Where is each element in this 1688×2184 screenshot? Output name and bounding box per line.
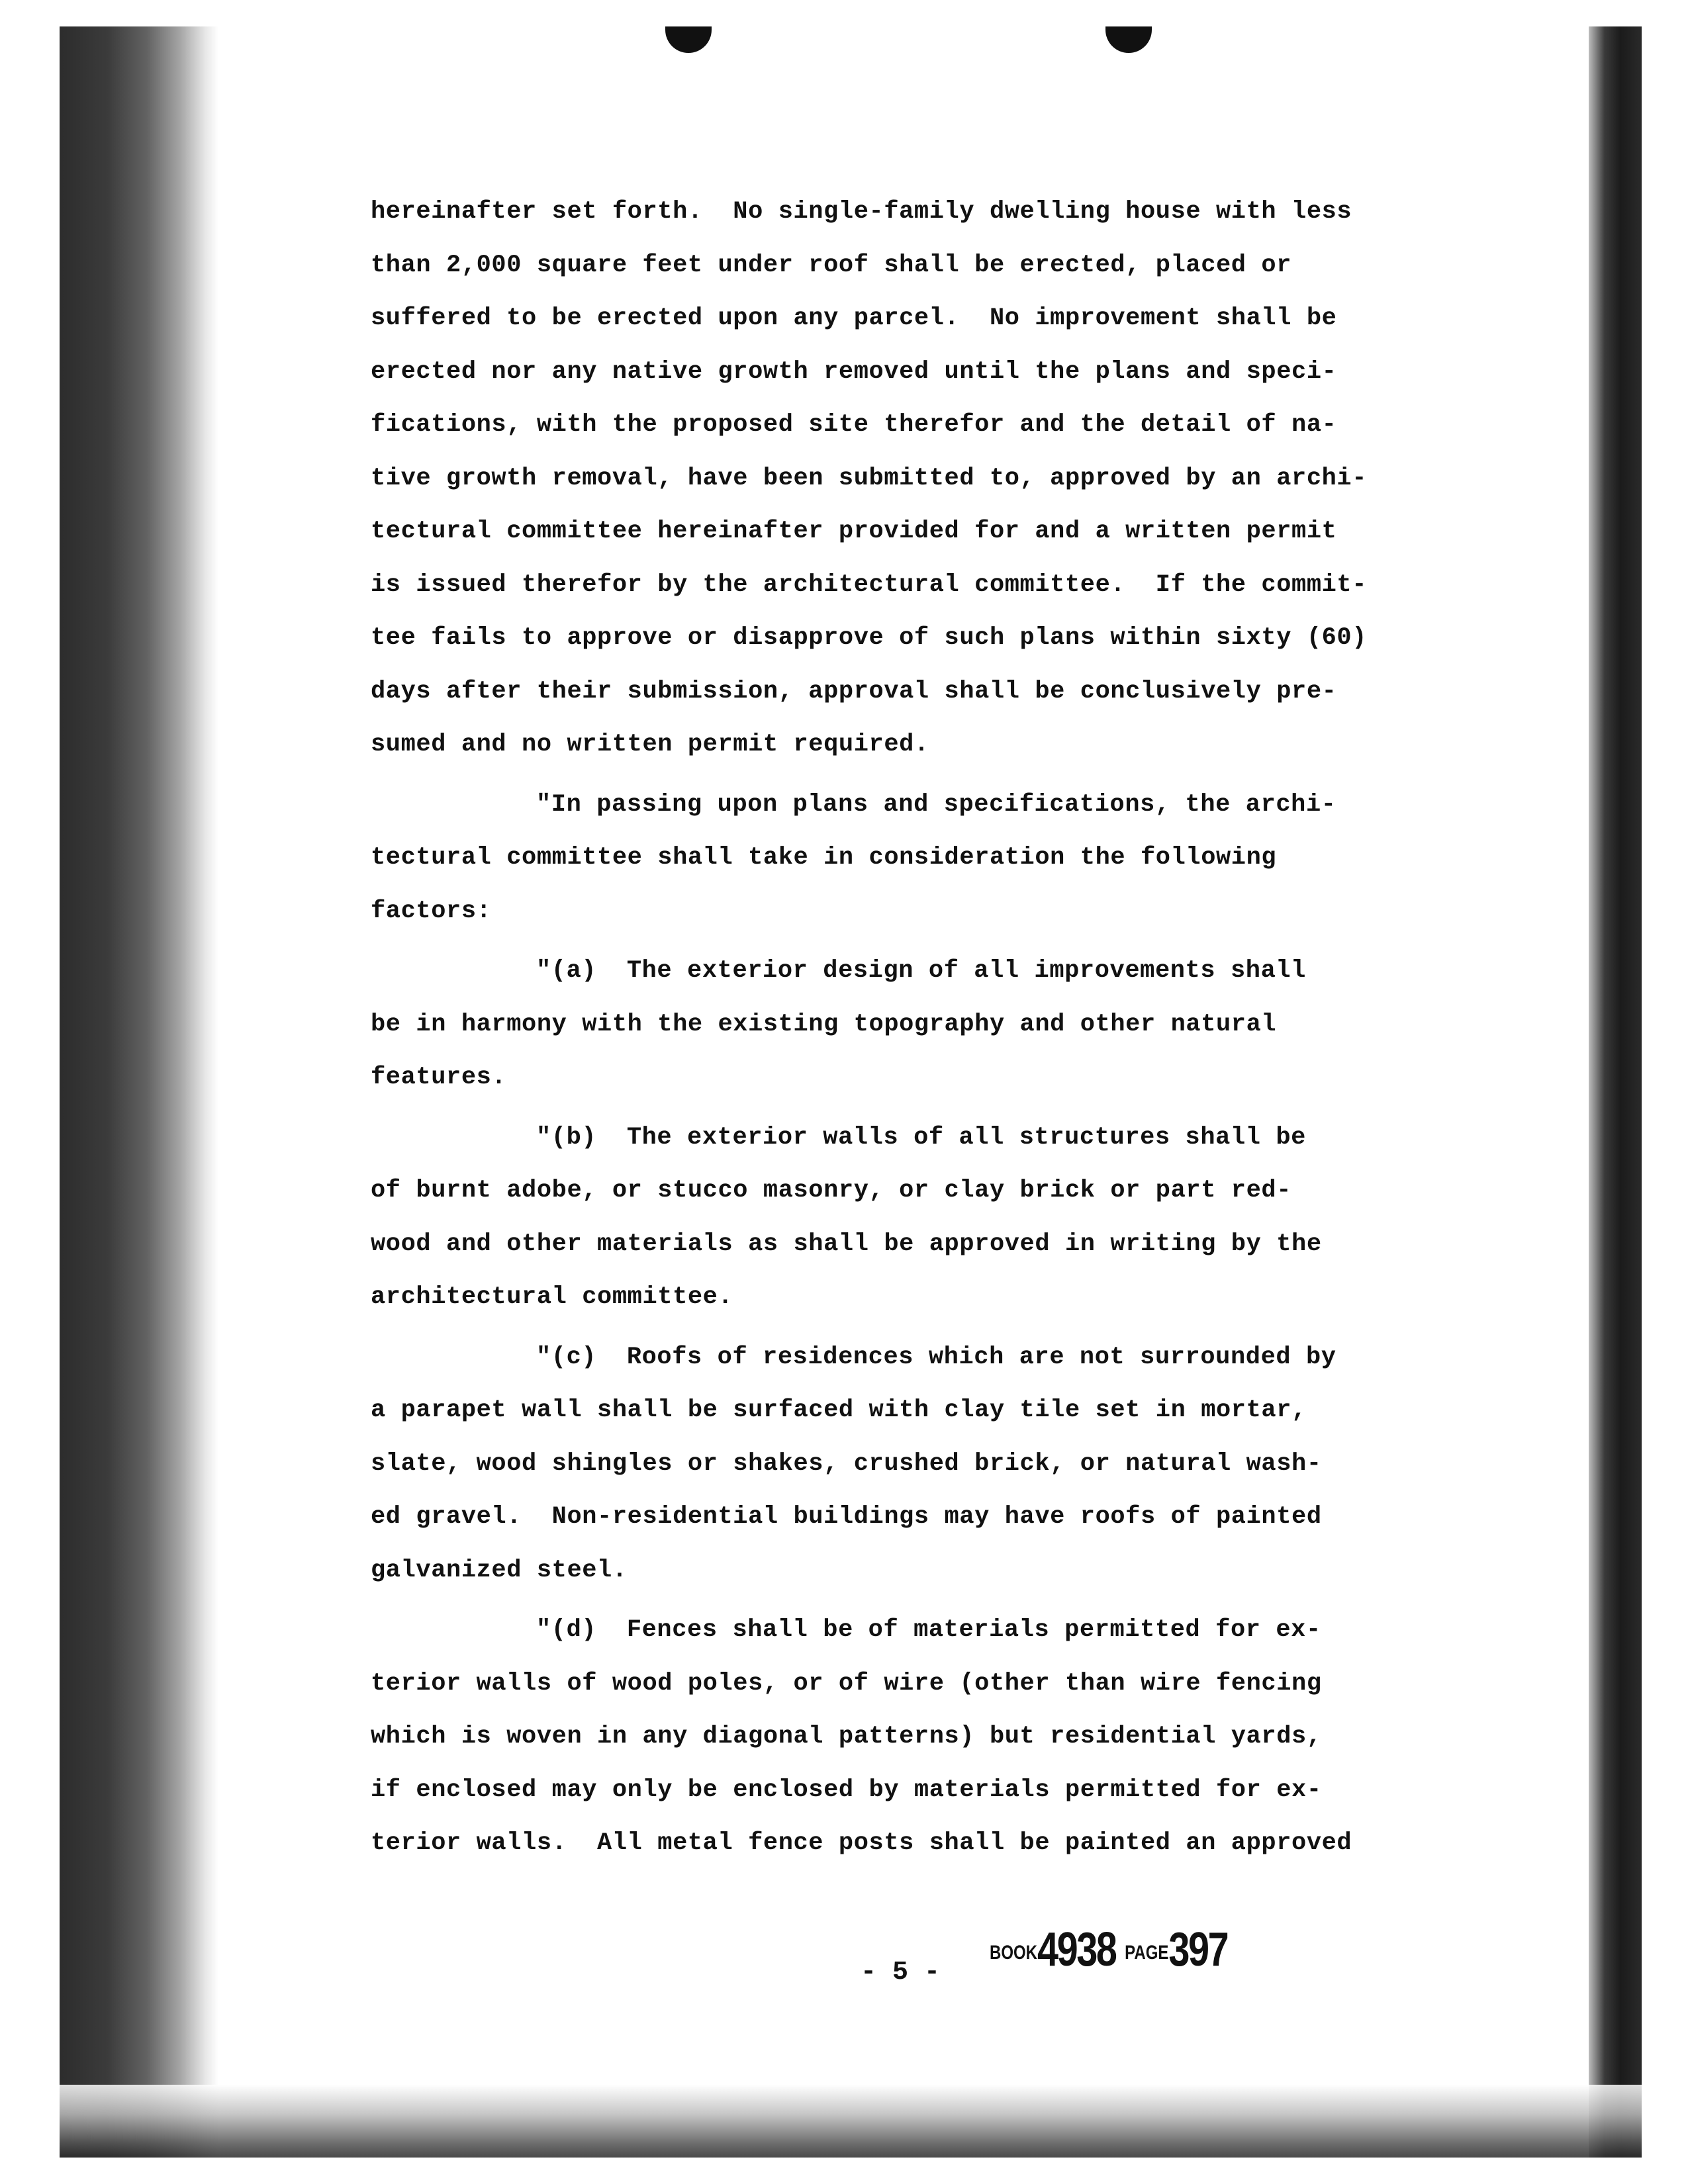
paragraph-1 [371, 185, 1476, 772]
text-line: "(a) The exterior design of all improvements shall [536, 957, 1306, 985]
book-page-stamp [990, 1923, 1227, 1977]
text-line: tee fails to approve or disapprove of such plans within sixty (60) [371, 624, 1368, 652]
text-line: suffered to be erected upon any parcel. No improvement shall be [371, 304, 1337, 332]
text-line: "In passing upon plans and specifications, the archi- [536, 790, 1336, 819]
paragraph-c [371, 1331, 1476, 1598]
text-line: of burnt adobe, or stucco masonry, or clay brick or part red- [371, 1177, 1292, 1205]
text-line: galvanized steel. [371, 1556, 628, 1584]
book-label: BOOK [990, 1941, 1037, 1964]
scan-bottom-margin [60, 2085, 1642, 2158]
scan-left-margin [60, 26, 218, 2158]
text-line: terior walls. All metal fence posts shall be painted an approved [371, 1829, 1352, 1857]
text-line: which is woven in any diagonal patterns) but residential yards, [371, 1723, 1322, 1751]
page-number: - 5 - [861, 1958, 941, 1987]
scan-right-margin [1589, 26, 1642, 2158]
document-body [371, 185, 1476, 1870]
text-line: erected nor any native growth removed until the plans and speci- [371, 357, 1337, 386]
text-line: "(b) The exterior walls of all structures shall be [536, 1123, 1306, 1152]
text-line: "(c) Roofs of residences which are not surrounded by [536, 1343, 1336, 1371]
text-line: terior walls of wood poles, or of wire (other than wire fencing [371, 1669, 1322, 1698]
text-line: a parapet wall shall be surfaced with clay tile set in mortar, [371, 1396, 1307, 1424]
text-line: wood and other materials as shall be approved in writing by the [371, 1230, 1322, 1258]
text-line: tectural committee hereinafter provided for and a written permit [371, 518, 1337, 545]
text-line: hereinafter set forth. No single-family dwelling house with less [371, 198, 1352, 226]
text-line: sumed and no written permit required. [371, 731, 929, 758]
text-line: fications, with the proposed site therefor and the detail of na- [371, 411, 1337, 439]
paragraph-b [371, 1111, 1476, 1324]
text-line: factors: [371, 897, 492, 925]
text-line: is issued therefor by the architectural committee. If the commit- [371, 570, 1368, 599]
text-line: ed gravel. Non-residential buildings may have roofs of painted [371, 1503, 1322, 1531]
paragraph-2 [371, 778, 1476, 938]
text-line: tive growth removal, have been submitted to, approved by an archi- [371, 464, 1368, 492]
page-label: PAGE [1125, 1941, 1169, 1964]
punch-hole [665, 26, 712, 53]
paragraph-a [371, 944, 1476, 1105]
paragraph-d [371, 1604, 1476, 1870]
text-line: if enclosed may only be enclosed by materials permitted for ex- [371, 1776, 1322, 1804]
text-line: features. [371, 1064, 507, 1091]
text-line: slate, wood shingles or shakes, crushed brick, or natural wash- [371, 1449, 1322, 1478]
text-line: than 2,000 square feet under roof shall be erected, placed or [371, 251, 1292, 279]
text-line: tectural committee shall take in consideration the following [371, 844, 1277, 872]
punch-hole [1105, 26, 1152, 53]
page-ref-number: 397 [1168, 1923, 1228, 1976]
text-line: days after their submission, approval shall be conclusively pre- [371, 677, 1337, 705]
text-line: be in harmony with the existing topography and other natural [371, 1010, 1277, 1038]
book-number: 4938 [1037, 1923, 1116, 1976]
text-line: architectural committee. [371, 1283, 733, 1311]
text-line: "(d) Fences shall be of materials permitted for ex- [536, 1616, 1321, 1644]
